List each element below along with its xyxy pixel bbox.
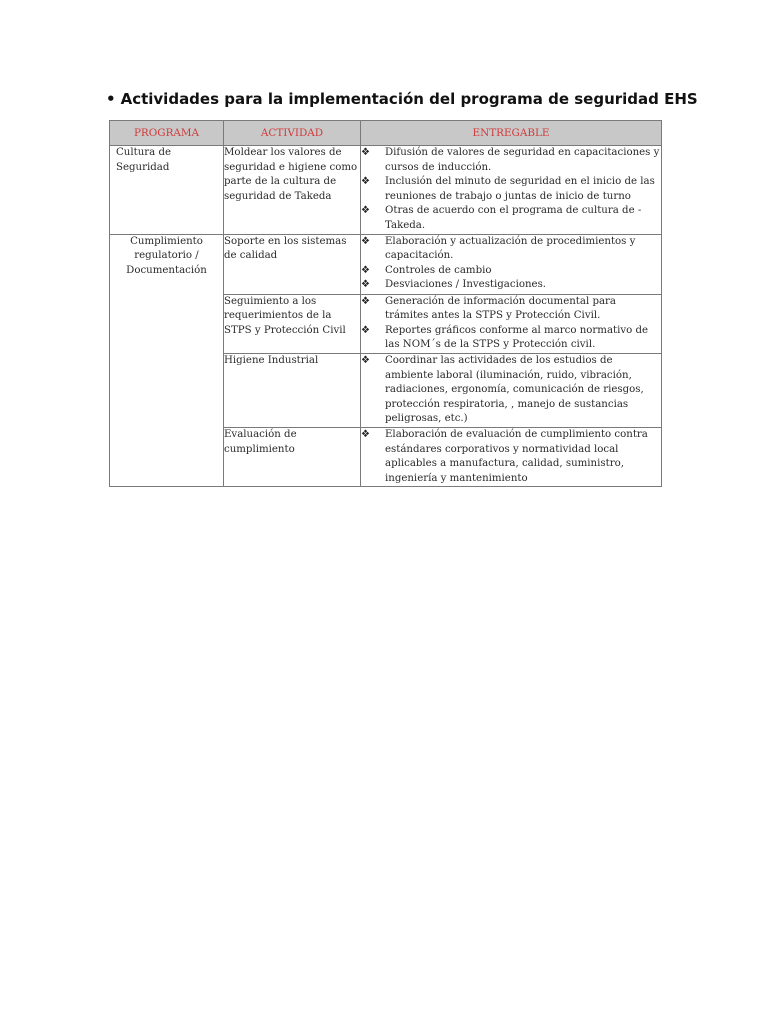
actividad-cell: Evaluación de cumplimiento xyxy=(224,427,361,486)
entregable-item: ❖ Elaboración de evaluación de cumplimiento contra estándares corporativos y normatividad local aplicables a manufactura, calidad, suministro, ingeniería y mantenimiento xyxy=(361,428,648,484)
programa-cell: Cumplimiento regulatorio / Documentación xyxy=(110,234,224,487)
entregable-cell xyxy=(361,234,662,294)
entregable-item: ❖ Reportes gráficos conforme al marco normativo de las NOM´s de la STPS y Protección civil. xyxy=(361,324,649,351)
programa-cell: Cultura de Seguridad xyxy=(110,146,224,235)
page-heading xyxy=(106,90,698,108)
diamond-bullet-icon: ❖ xyxy=(361,324,370,336)
diamond-bullet-icon: ❖ xyxy=(361,428,370,440)
entregable-item: ❖ Otras de acuerdo con el programa de cultura de -Takeda. xyxy=(361,205,642,231)
actividad-cell: Soporte en los sistemas de calidad xyxy=(224,234,361,294)
table-header-row xyxy=(110,121,662,146)
actividad-cell: Moldear los valores de seguridad e higiene como parte de la cultura de seguridad de Takeda xyxy=(224,146,361,235)
header-programa: PROGRAMA xyxy=(110,121,224,146)
entregable-cell xyxy=(361,146,662,235)
entregable-item: ❖ Generación de información documental para trámites antes la STPS y Protección Civil. xyxy=(361,295,616,322)
entregable-item: ❖ Inclusión del minuto de seguridad en el inicio de las reuniones de trabajo o juntas de inicio de turno xyxy=(361,176,655,202)
header-actividad: ACTIVIDAD xyxy=(224,121,361,146)
actividad-cell: Higiene Industrial xyxy=(224,353,361,427)
diamond-bullet-icon: ❖ xyxy=(361,205,370,217)
heading-text: Actividades para la implementación del programa de seguridad EHS xyxy=(120,90,698,108)
diamond-bullet-icon: ❖ xyxy=(361,147,370,158)
header-entregable: ENTREGABLE xyxy=(361,121,662,146)
table-row xyxy=(110,146,662,235)
diamond-bullet-icon: ❖ xyxy=(361,354,370,366)
diamond-bullet-icon: ❖ xyxy=(361,279,370,291)
entregable-item: ❖ Elaboración y actualización de procedimientos y capacitación. xyxy=(361,235,636,262)
entregable-cell xyxy=(361,353,662,427)
diamond-bullet-icon: ❖ xyxy=(361,264,370,276)
entregable-item: ❖ Difusión de valores de seguridad en capacitaciones y cursos de inducción. xyxy=(361,147,660,173)
ehs-activities-table xyxy=(109,120,662,487)
diamond-bullet-icon: ❖ xyxy=(361,235,370,247)
entregable-item: ❖ Desviaciones / Investigaciones. xyxy=(361,278,661,293)
diamond-bullet-icon: ❖ xyxy=(361,295,370,307)
actividad-cell: Seguimiento a los requerimientos de la STPS y Protección Civil xyxy=(224,294,361,353)
entregable-cell xyxy=(361,427,662,486)
table-row xyxy=(110,234,662,294)
entregable-cell xyxy=(361,294,662,353)
entregable-item: ❖ Controles de cambio xyxy=(361,264,661,279)
heading-bullet: • xyxy=(106,90,116,108)
entregable-item: ❖ Coordinar las actividades de los estudios de ambiente laboral (iluminación, ruido, vibración, radiaciones, ergonomía, comunicación de riesgos, protección respiratoria, , manejo de sustancias peligrosas, etc.) xyxy=(361,354,644,425)
diamond-bullet-icon: ❖ xyxy=(361,176,370,188)
